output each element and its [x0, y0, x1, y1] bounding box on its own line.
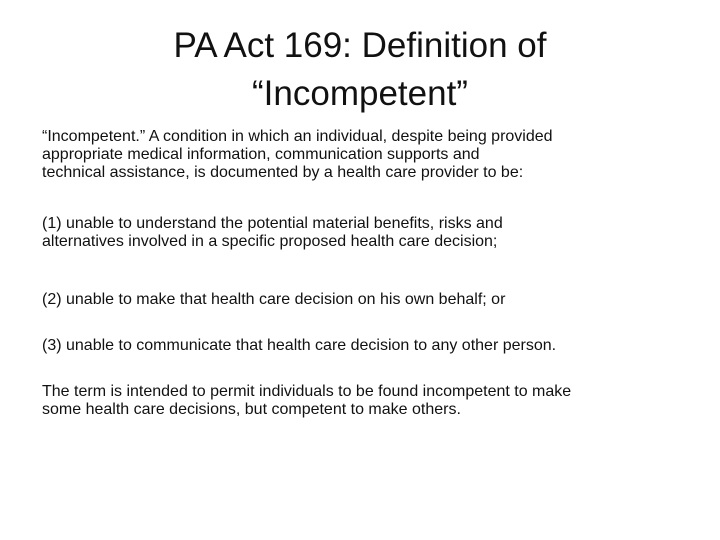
text-line: (2) unable to make that health care decision on his own behalf; or: [42, 291, 506, 308]
text-line: technical assistance, is documented by a health care provider to be:: [42, 164, 524, 181]
closing-paragraph: [42, 383, 692, 419]
text-line: (3) unable to communicate that health care decision to any other person.: [42, 337, 557, 354]
text-line: alternatives involved in a specific proposed health care decision;: [42, 233, 498, 250]
title-line: PA Act 169: Definition of: [173, 26, 547, 65]
slide-body: [42, 128, 692, 419]
text-line: “Incompetent.” A condition in which an individual, despite being provided: [42, 128, 553, 145]
text-line: appropriate medical information, communication supports and: [42, 146, 480, 163]
definition-paragraph: [42, 128, 692, 182]
criterion-item-3: [42, 337, 692, 355]
criterion-item-1: [42, 215, 692, 251]
text-line: (1) unable to understand the potential material benefits, risks and: [42, 215, 503, 232]
slide-title: [40, 22, 680, 118]
criterion-item-2: [42, 291, 692, 309]
text-line: The term is intended to permit individuals to be found incompetent to make: [42, 383, 572, 400]
text-line: some health care decisions, but competent to make others.: [42, 401, 461, 418]
title-line: “Incompetent”: [252, 74, 468, 113]
